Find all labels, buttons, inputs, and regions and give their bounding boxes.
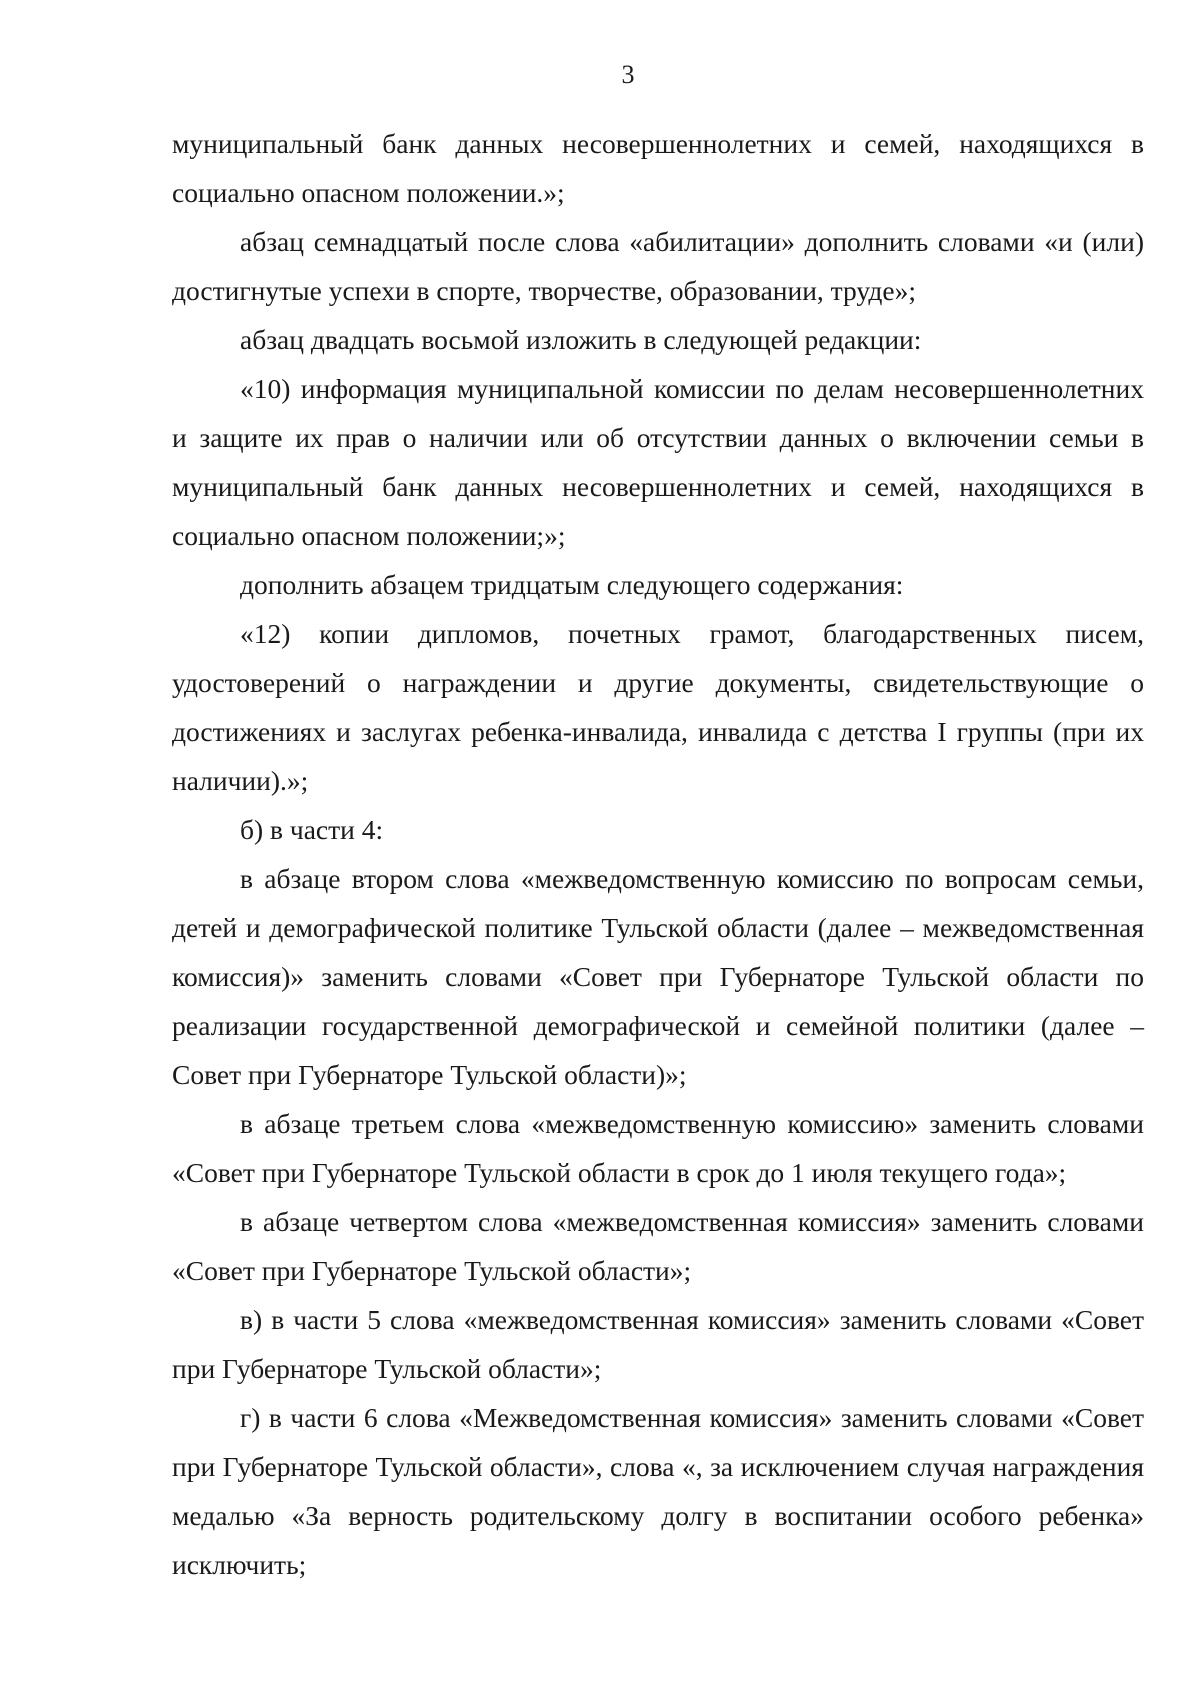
paragraph-5: дополнить абзацем тридцатым следующего содержания: <box>240 569 904 600</box>
paragraph-7: б) в части 4: <box>240 814 384 845</box>
paragraph-9: в абзаце третьем слова «межведомственную комиссию» заменить словами «Совет при Губернаторе Тульской области в срок до 1 июля текущего года»; <box>172 1108 1144 1188</box>
document-body <box>172 119 1144 1589</box>
paragraph-2: абзац семнадцатый после слова «абилитации» дополнить словами «и (или) достигнутые успехи в спорте, творчестве, образовании, труде»; <box>172 226 1144 306</box>
paragraph-4: «10) информация муниципальной комиссии по делам несовершеннолетних и защите их прав о наличии или об отсутствии данных о включении семьи в муниципальный банк данных несовершеннолетних и семей, находящихся в социально опасном положении;»; <box>172 373 1144 551</box>
paragraph-1: муниципальный банк данных несовершеннолетних и семей, находящихся в социально опасном положении.»; <box>172 128 1144 208</box>
page-number: 3 <box>621 60 635 89</box>
paragraph-12: г) в части 6 слова «Межведомственная комиссия» заменить словами «Совет при Губернаторе Тульской области», слова «, за исключением случая награждения медалью «За верность родительскому долгу в воспитании особого ребенка» исключить; <box>172 1402 1144 1580</box>
paragraph-6: «12) копии дипломов, почетных грамот, благодарственных писем, удостоверений о награждении и другие документы, свидетельствующие о достижениях и заслугах ребенка-инвалида, инвалида с детства I группы (при их наличии).»; <box>172 618 1144 796</box>
paragraph-8: в абзаце втором слова «межведомственную комиссию по вопросам семьи, детей и демографической политике Тульской области (далее – межведомственная комиссия)» заменить словами «Совет при Губернаторе Тульской области по реализации государственной демографической и семейной политики (далее – Совет при Губернаторе Тульской области)»; <box>172 863 1144 1090</box>
paragraph-11: в) в части 5 слова «межведомственная комиссия» заменить словами «Совет при Губернаторе Тульской области»; <box>172 1304 1144 1384</box>
paragraph-3: абзац двадцать восьмой изложить в следующей редакции: <box>240 324 922 355</box>
paragraph-10: в абзаце четвертом слова «межведомственная комиссия» заменить словами «Совет при Губернаторе Тульской области»; <box>172 1206 1144 1286</box>
